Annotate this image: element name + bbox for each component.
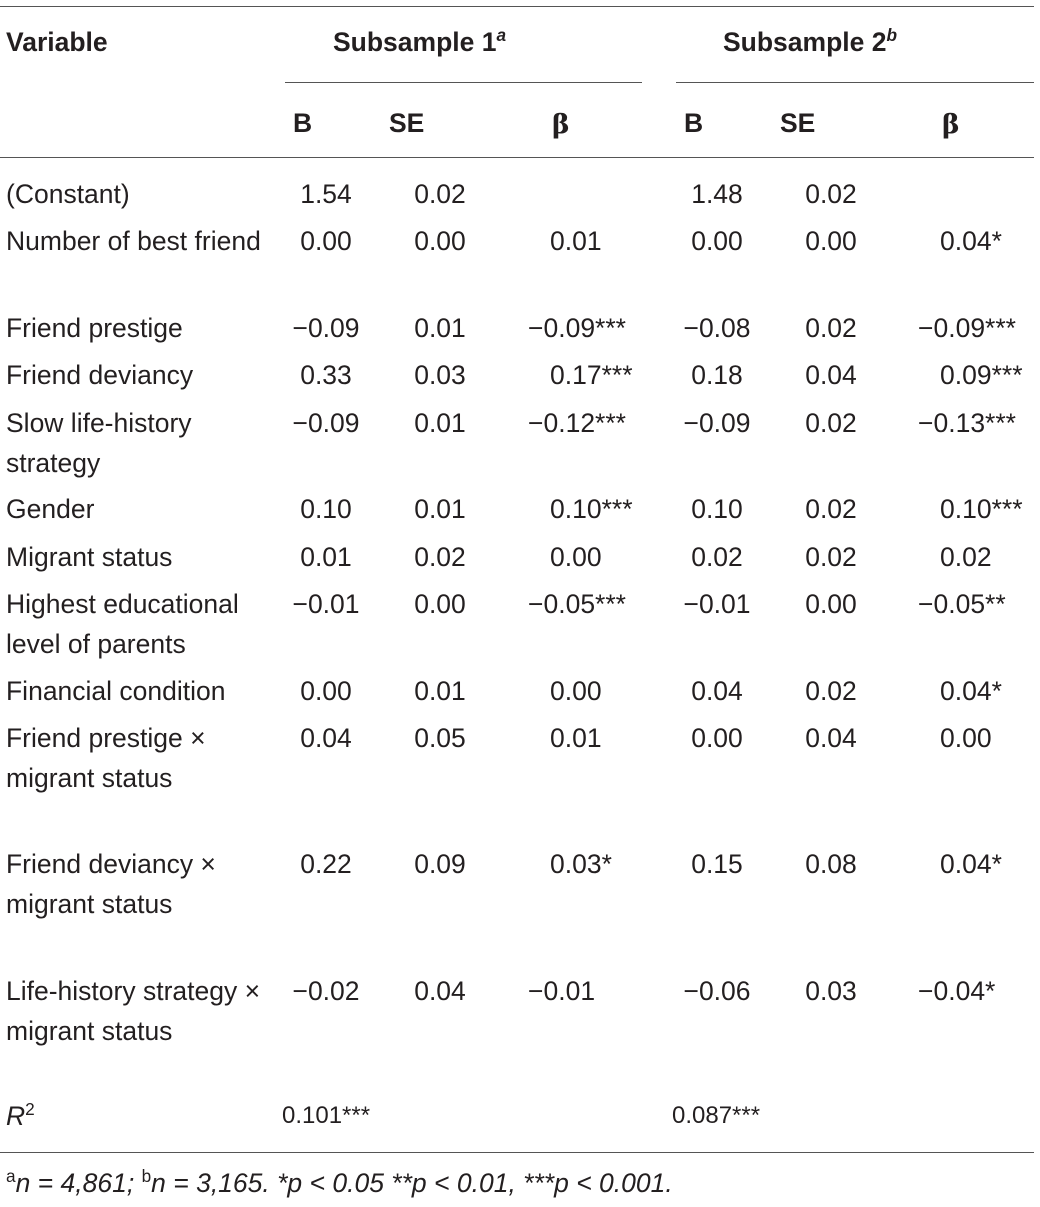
row-label: Slow life-history strategy — [6, 408, 192, 478]
footnote-a-text: n = 4,861; — [15, 1168, 142, 1198]
cell-se1: 0.04 — [414, 976, 466, 1006]
subsample2-span-rule — [676, 82, 1034, 83]
cell-beta1: −0.12*** — [528, 408, 626, 438]
cell-beta1: −0.01 — [528, 976, 596, 1006]
cell-se1: 0.01 — [414, 676, 466, 706]
cell-b1: 0.00 — [300, 226, 352, 256]
cell-b2: 0.10 — [691, 494, 743, 524]
cell-se1: 0.03 — [414, 360, 466, 390]
row-label: Friend deviancy — [6, 360, 194, 390]
cell-b2: 0.04 — [691, 676, 743, 706]
header-b-2: B — [684, 108, 704, 138]
cell-b1: 0.10 — [300, 494, 352, 524]
cell-se1: 0.05 — [414, 723, 466, 753]
cell-beta2: −0.05** — [918, 589, 1006, 619]
cell-beta1: 0.10*** — [550, 494, 633, 524]
row-label: Financial condition — [6, 676, 226, 706]
cell-beta1: 0.01 — [550, 723, 602, 753]
cell-b1: 0.04 — [300, 723, 352, 753]
header-se-1: SE — [389, 108, 425, 138]
header-subsample-2-label: Subsample 2 — [723, 27, 887, 57]
header-beta-1: β — [552, 109, 570, 140]
cell-beta1: 0.00 — [550, 542, 602, 572]
r2-label — [6, 1101, 35, 1131]
r2-symbol: R — [6, 1101, 26, 1131]
cell-b2: −0.09 — [683, 408, 751, 438]
cell-b2: 0.02 — [691, 542, 743, 572]
cell-beta1: 0.03* — [550, 849, 612, 879]
cell-beta1: 0.00 — [550, 676, 602, 706]
cell-beta1: −0.05*** — [528, 589, 626, 619]
cell-se1: 0.01 — [414, 494, 466, 524]
cell-beta2: 0.09*** — [940, 360, 1023, 390]
cell-beta2: −0.13*** — [918, 408, 1016, 438]
cell-se2: 0.02 — [805, 494, 857, 524]
cell-b2: 1.48 — [691, 179, 743, 209]
cell-se2: 0.02 — [805, 676, 857, 706]
header-subsample-2-note: b — [886, 25, 898, 46]
header-subsample-1 — [333, 27, 506, 57]
row-label: (Constant) — [6, 179, 130, 209]
cell-se2: 0.02 — [805, 408, 857, 438]
footnote-b-text: n = 3,165. *p < 0.05 **p < 0.01, ***p < 0.001. — [151, 1168, 673, 1198]
row-label: Life-history strategy × migrant status — [6, 976, 261, 1046]
r2-exponent: 2 — [25, 1099, 35, 1120]
header-bottom-rule — [0, 157, 1034, 158]
cell-b1: 0.22 — [300, 849, 352, 879]
cell-b1: 1.54 — [300, 179, 352, 209]
r2-value-2: 0.087*** — [672, 1102, 761, 1129]
cell-beta2: 0.02 — [940, 542, 992, 572]
table-footnote — [6, 1168, 673, 1198]
cell-b1: −0.09 — [292, 313, 360, 343]
row-label: Number of best friend — [6, 226, 261, 256]
cell-b2: −0.01 — [683, 589, 751, 619]
cell-se1: 0.09 — [414, 849, 466, 879]
header-beta-2: β — [942, 109, 960, 140]
row-label: Friend prestige × migrant status — [6, 723, 206, 793]
header-subsample-1-note: a — [496, 25, 507, 46]
cell-b2: 0.00 — [691, 226, 743, 256]
cell-se2: 0.02 — [805, 542, 857, 572]
header-subsample-1-label: Subsample 1 — [333, 27, 497, 57]
header-b-1: B — [293, 108, 313, 138]
cell-beta2: −0.09*** — [918, 313, 1016, 343]
cell-se2: 0.04 — [805, 360, 857, 390]
cell-b1: 0.00 — [300, 676, 352, 706]
cell-se2: 0.02 — [805, 179, 857, 209]
cell-se1: 0.02 — [414, 542, 466, 572]
row-label: Migrant status — [6, 542, 173, 572]
cell-b2: −0.08 — [683, 313, 751, 343]
row-label: Friend prestige — [6, 313, 183, 343]
row-label: Highest educational level of parents — [6, 589, 239, 659]
cell-se2: 0.08 — [805, 849, 857, 879]
cell-b2: 0.00 — [691, 723, 743, 753]
cell-beta2: −0.04* — [918, 976, 996, 1006]
cell-beta2: 0.04* — [940, 676, 1002, 706]
r2-value-1: 0.101*** — [282, 1102, 371, 1129]
cell-b1: −0.09 — [292, 408, 360, 438]
cell-beta1: −0.09*** — [528, 313, 626, 343]
cell-se1: 0.02 — [414, 179, 466, 209]
subsample1-span-rule — [285, 82, 642, 83]
row-label: Gender — [6, 494, 95, 524]
cell-beta2: 0.10*** — [940, 494, 1023, 524]
cell-beta2: 0.04* — [940, 849, 1002, 879]
cell-se2: 0.03 — [805, 976, 857, 1006]
cell-se1: 0.00 — [414, 226, 466, 256]
cell-beta2: 0.04* — [940, 226, 1002, 256]
cell-se1: 0.01 — [414, 313, 466, 343]
footnote-b-mark: b — [141, 1166, 152, 1187]
cell-se2: 0.00 — [805, 589, 857, 619]
footnote-a-mark: a — [6, 1166, 16, 1187]
header-subsample-2 — [723, 27, 897, 57]
cell-beta2: 0.00 — [940, 723, 992, 753]
table-top-rule — [0, 6, 1034, 7]
cell-b2: 0.15 — [691, 849, 743, 879]
cell-se1: 0.01 — [414, 408, 466, 438]
table-bottom-rule — [0, 1152, 1034, 1153]
header-variable: Variable — [6, 27, 108, 57]
cell-b1: −0.01 — [292, 589, 360, 619]
cell-se1: 0.00 — [414, 589, 466, 619]
cell-b1: 0.33 — [300, 360, 352, 390]
cell-beta1: 0.01 — [550, 226, 602, 256]
header-se-2: SE — [780, 108, 816, 138]
cell-b2: 0.18 — [691, 360, 743, 390]
cell-se2: 0.02 — [805, 313, 857, 343]
cell-b1: 0.01 — [300, 542, 352, 572]
cell-b1: −0.02 — [292, 976, 360, 1006]
cell-b2: −0.06 — [683, 976, 751, 1006]
cell-beta1: 0.17*** — [550, 360, 633, 390]
cell-se2: 0.00 — [805, 226, 857, 256]
cell-se2: 0.04 — [805, 723, 857, 753]
row-label: Friend deviancy × migrant status — [6, 849, 216, 919]
